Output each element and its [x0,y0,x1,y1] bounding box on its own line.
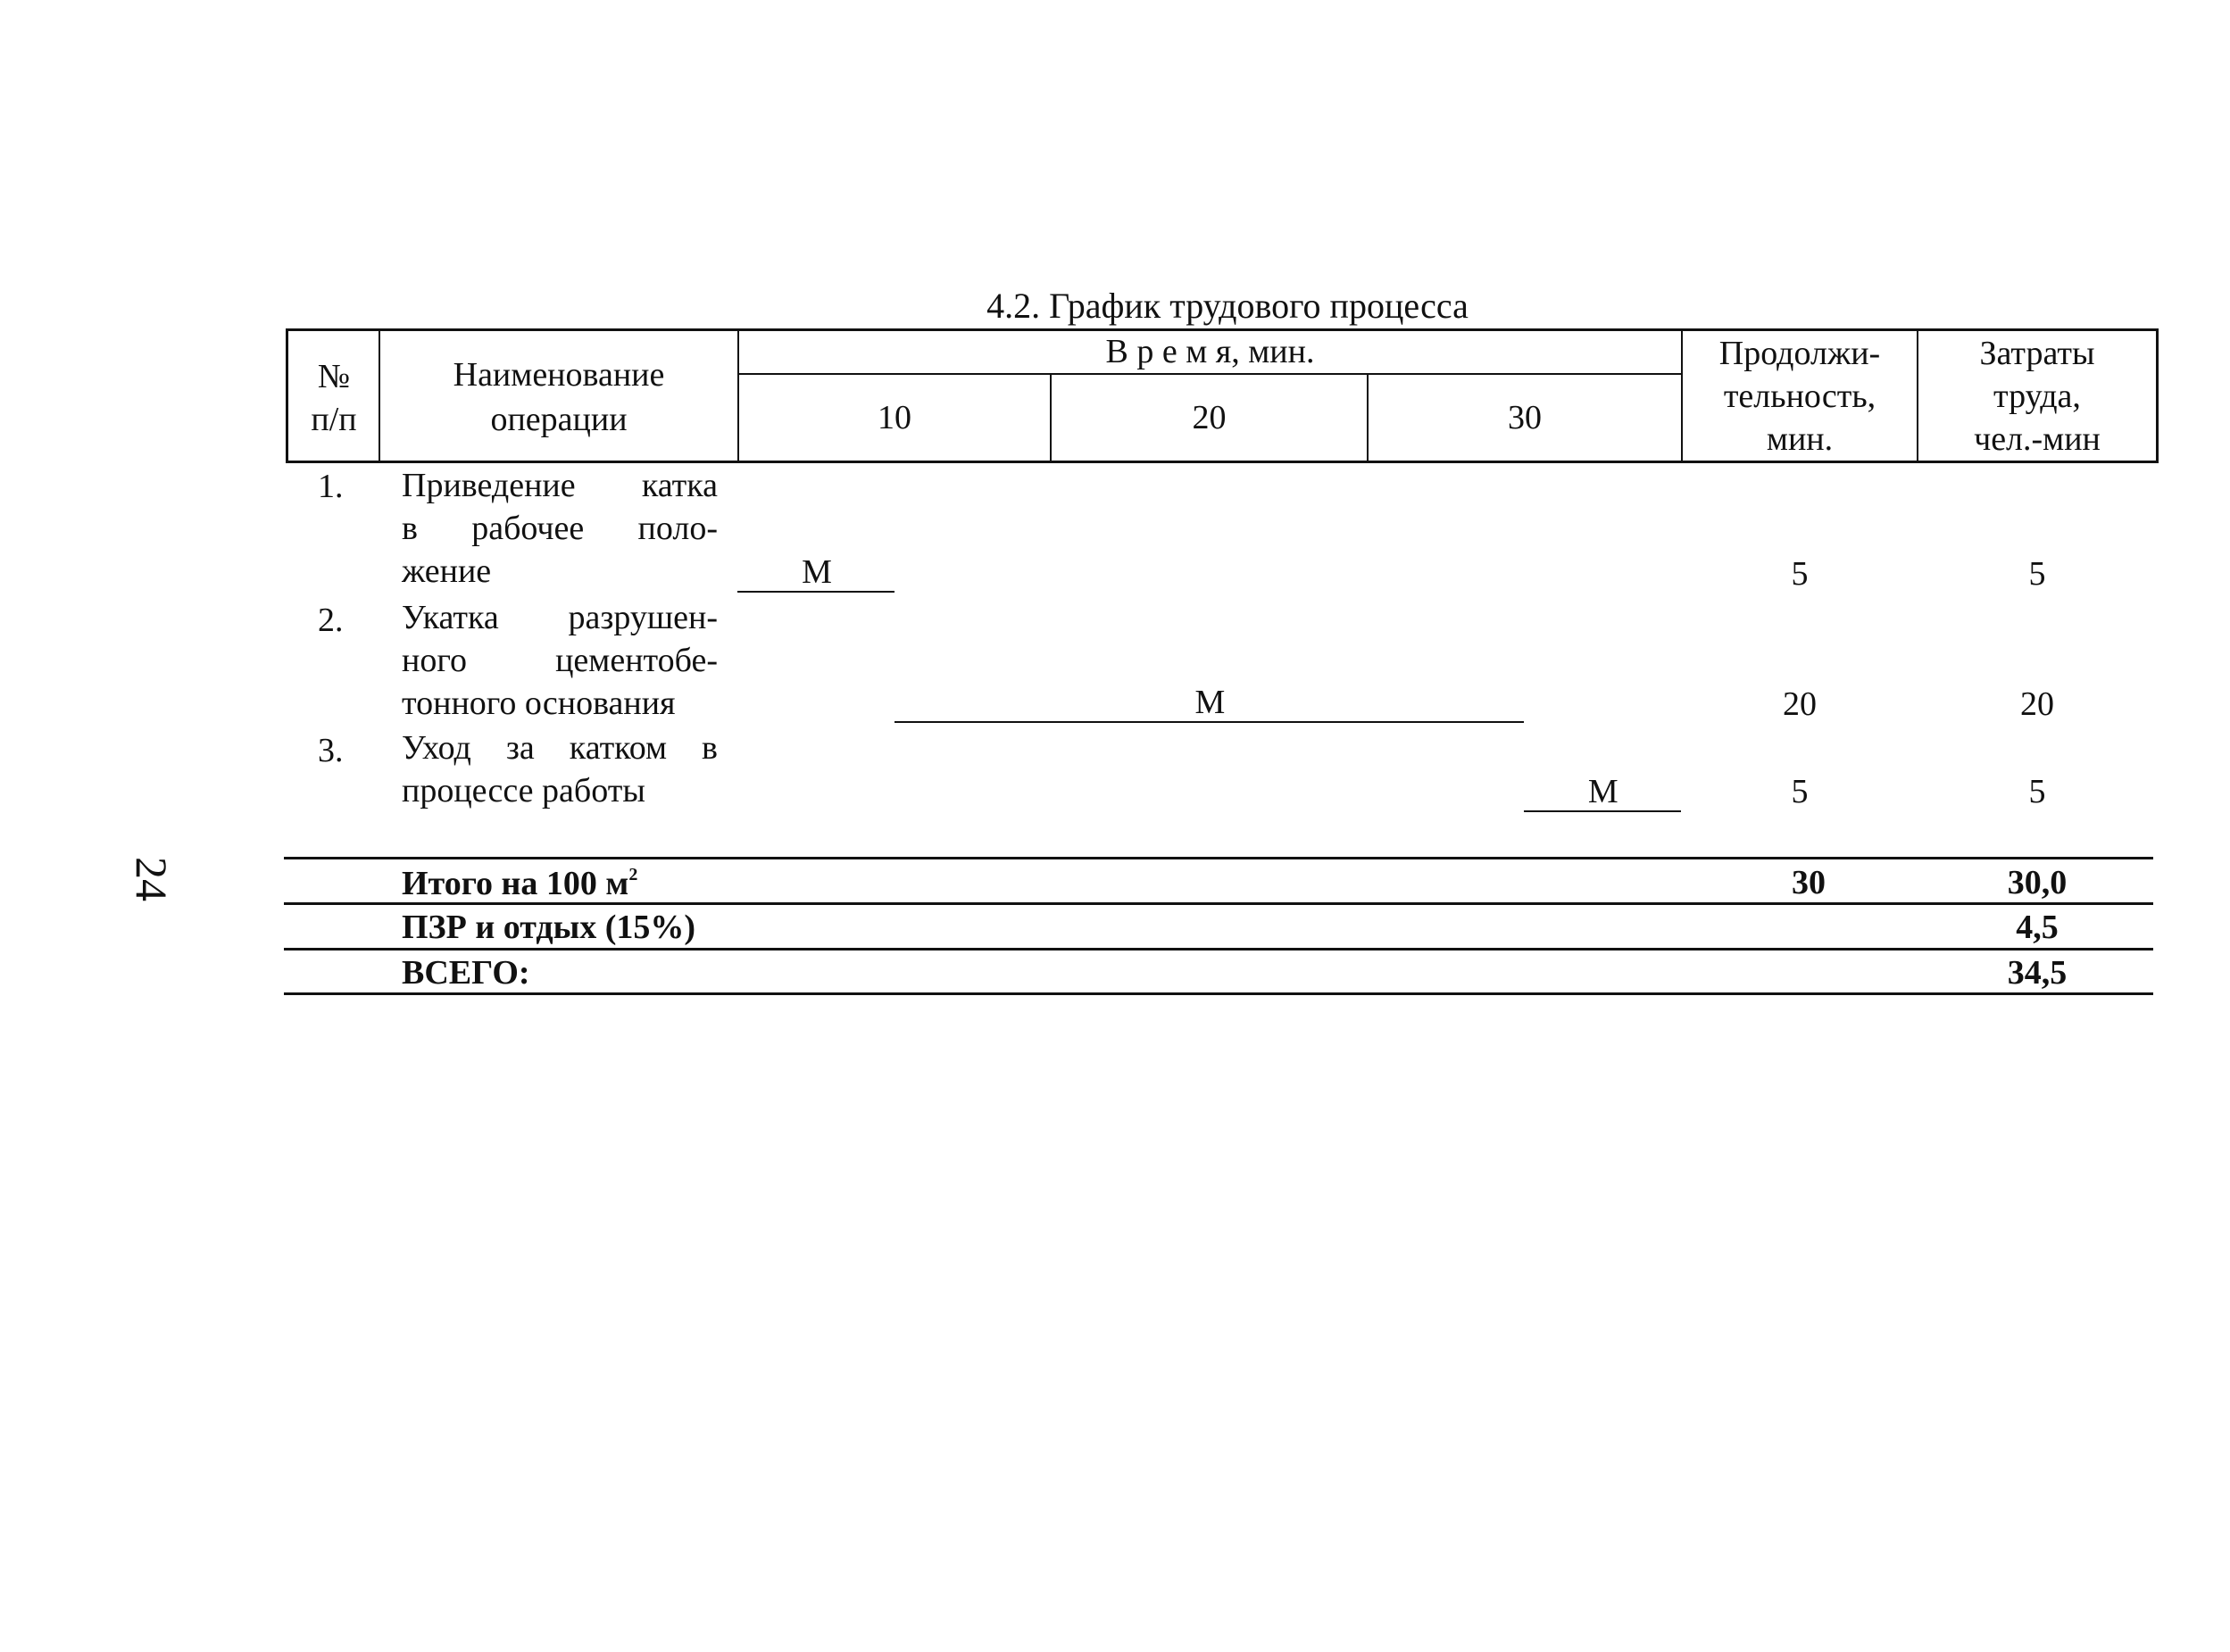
row-number: 3. [318,732,344,769]
operation-name-line: ного цементобе- [402,642,718,679]
header-time: В р е м я, мин. [1105,333,1315,370]
duration-value: 20 [1783,685,1817,723]
labor-value: 5 [2028,555,2046,593]
header-labor-line2: труда, [1993,378,2081,415]
grand-total-label: ВСЕГО: [402,954,530,992]
totals-label: Итого на 100 $м^2$ [402,865,638,902]
page-number: 24 [127,857,177,901]
gantt-bar [894,721,1524,723]
header-no-line2: п/п [311,401,357,438]
table-caption: 4.2. График трудового процесса [986,286,1469,326]
rest-labor: 4,5 [2016,909,2059,946]
header-labor-line3: чел.-мин [1974,420,2101,458]
operation-name-line: Приведение катка [402,467,718,504]
header-name-line2: операции [490,401,628,438]
gantt-bar [1524,810,1681,812]
operation-name-line: процессе работы [402,772,645,809]
gantt-bar-label: М [802,553,832,591]
grand-total-labor: 34,5 [2007,954,2068,992]
duration-value: 5 [1791,773,1809,810]
totals-labor: 30,0 [2007,864,2068,901]
rest-label: ПЗР и отдых (15%) [402,909,696,946]
operation-name-line: Укатка разрушен- [402,599,718,636]
header-name-line1: Наименование [453,356,665,394]
header-tick-20: 20 [1192,399,1227,436]
header-duration-line1: Продолжи- [1718,335,1881,372]
header-tick-30: 30 [1508,399,1542,436]
row-number: 1. [318,468,344,505]
operation-name-line: тонного основания [402,685,676,722]
operation-name-line: в рабочее поло- [402,510,718,547]
operation-name-line: жение [402,552,492,590]
gantt-bar-label: М [1587,773,1618,810]
header-labor-line1: Затраты [1979,335,2095,372]
superscript: 2 [628,865,638,884]
gantt-bar-label: М [1194,684,1226,721]
header-duration-line3: мин. [1766,420,1834,458]
duration-value: 5 [1791,555,1809,593]
totals-duration: 30 [1792,864,1826,901]
gantt-bar [737,591,894,593]
row-number: 2. [318,602,344,639]
labor-value: 5 [2028,773,2046,810]
operation-name-line: Уход за катком в [402,729,718,767]
header-no-line1: № [317,358,351,395]
header-tick-10: 10 [878,399,911,436]
header-duration-line2: тельность, [1723,378,1876,415]
labor-value: 20 [2020,685,2054,723]
